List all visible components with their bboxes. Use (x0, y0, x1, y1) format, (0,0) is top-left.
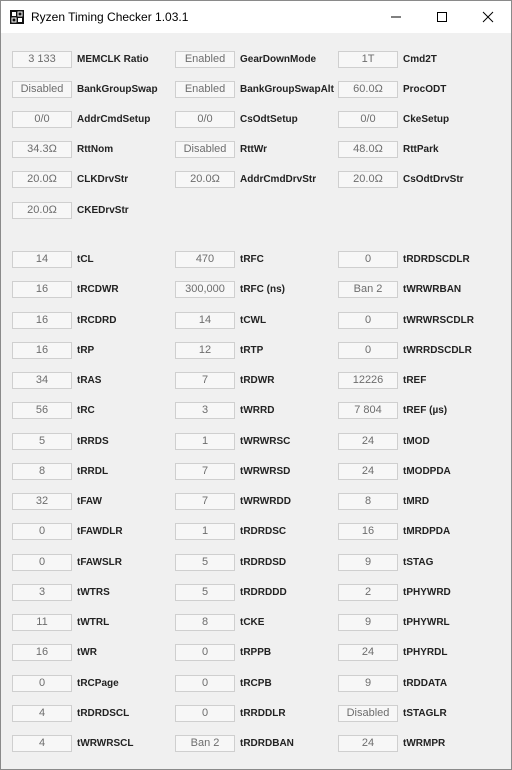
clkdrvstr-value-field[interactable]: 20.0Ω (12, 171, 72, 188)
trdrdsd-label: tRDRDSD (240, 556, 287, 568)
twrwrban-label: tWRWRBAN (403, 284, 462, 296)
cmd2t-value-field[interactable]: 1T (338, 51, 398, 68)
close-icon (482, 11, 494, 23)
tstaglr-label: tSTAGLR (403, 707, 447, 719)
csodtdrvstr-label: CsOdtDrvStr (403, 174, 464, 186)
tras-value-field[interactable]: 34 (12, 372, 72, 389)
twrwrsc-label: tWRWRSC (240, 435, 291, 447)
tcwl-label: tCWL (240, 314, 267, 326)
twrwrscl-label: tWRWRSCL (77, 738, 134, 749)
trcdrd-label: tRCDRD (77, 314, 117, 326)
twrwrban-value-field[interactable]: Ban 2 (338, 281, 398, 298)
tcke-label: tCKE (240, 617, 265, 628)
trrddlr-value-field[interactable]: 0 (175, 705, 235, 722)
bankgroupswap-value-field[interactable]: Disabled (12, 81, 72, 98)
twtrl-value-field[interactable]: 11 (12, 614, 72, 631)
rttnom-label: RttNom (77, 144, 114, 156)
twtrl-label: tWTRL (77, 617, 110, 628)
addrcmddrvstr-label: AddrCmdDrvStr (240, 174, 317, 186)
trtp-label: tRTP (240, 344, 264, 356)
tcl-label: tCL (77, 254, 94, 265)
tphyrdl-value-field[interactable]: 24 (338, 644, 398, 661)
trrddlr-label: tRRDDLR (240, 707, 286, 719)
tfawdlr-label: tFAWDLR (77, 526, 123, 538)
trfc-ns-value-field[interactable]: 300,000 (175, 281, 235, 298)
twrwrscdlr-value-field[interactable]: 0 (338, 312, 398, 329)
tras-label: tRAS (77, 375, 102, 386)
tfaw-label: tFAW (77, 496, 102, 507)
procodt-value-field[interactable]: 60.0Ω (338, 81, 398, 98)
tref-label: tREF (403, 375, 427, 386)
tstaglr-value-field[interactable]: Disabled (338, 705, 398, 722)
clkdrvstr-label: CLKDrvStr (77, 174, 129, 186)
twrwrscdlr-label: tWRWRSCDLR (403, 314, 474, 326)
trdrddd-label: tRDRDDD (240, 586, 287, 598)
trp-value-field[interactable]: 16 (12, 342, 72, 359)
trcpb-label: tRCPB (240, 677, 272, 689)
trdrdsd-value-field[interactable]: 5 (175, 554, 235, 571)
trrdl-value-field[interactable]: 8 (12, 463, 72, 480)
trdrdban-value-field[interactable]: Ban 2 (175, 735, 235, 752)
rttpark-value-field[interactable]: 48.0Ω (338, 141, 398, 158)
trp-label: tRP (77, 344, 95, 356)
tref-s-value-field[interactable]: 7 804 (338, 402, 398, 419)
csodtsetup-value-field[interactable]: 0/0 (175, 111, 235, 128)
trcpage-label: tRCPage (77, 677, 119, 689)
tmrd-label: tMRD (403, 496, 430, 507)
twrwrdd-value-field[interactable]: 7 (175, 493, 235, 510)
csodtdrvstr-value-field[interactable]: 20.0Ω (338, 171, 398, 188)
rttwr-value-field[interactable]: Disabled (175, 141, 235, 158)
geardownmode-label: GearDownMode (240, 54, 317, 65)
bankgroupswapalt-label: BankGroupSwapAlt (240, 84, 334, 96)
tmod-value-field[interactable]: 24 (338, 433, 398, 450)
trppb-value-field[interactable]: 0 (175, 644, 235, 661)
twrrd-label: tWRRD (240, 405, 275, 417)
minimize-icon (390, 11, 402, 23)
minimize-button[interactable] (373, 1, 419, 33)
tfawdlr-value-field[interactable]: 0 (12, 523, 72, 540)
trdrddd-value-field[interactable]: 5 (175, 584, 235, 601)
trdrdban-label: tRDRDBAN (240, 738, 294, 749)
close-button[interactable] (465, 1, 511, 33)
memclk-ratio-label: MEMCLK Ratio (77, 54, 149, 65)
tphywrd-value-field[interactable]: 2 (338, 584, 398, 601)
tmodpda-label: tMODPDA (403, 465, 451, 477)
twr-label: tWR (77, 647, 97, 659)
trrds-value-field[interactable]: 5 (12, 433, 72, 450)
trc-value-field[interactable]: 56 (12, 402, 72, 419)
tphywrl-label: tPHYWRL (403, 617, 450, 628)
trcpage-value-field[interactable]: 0 (12, 675, 72, 692)
tcl-value-field[interactable]: 14 (12, 251, 72, 268)
trrdl-label: tRRDL (77, 465, 109, 477)
twrrdscdlr-label: tWRRDSCDLR (403, 344, 472, 356)
trdrdscdlr-value-field[interactable]: 0 (338, 251, 398, 268)
twtrs-value-field[interactable]: 3 (12, 584, 72, 601)
ckesetup-value-field[interactable]: 0/0 (338, 111, 398, 128)
maximize-button[interactable] (419, 1, 465, 33)
addrcmdsetup-label: AddrCmdSetup (77, 114, 151, 126)
procodt-label: ProcODT (403, 84, 447, 96)
twrwrsc-value-field[interactable]: 1 (175, 433, 235, 450)
rttpark-label: RttPark (403, 144, 439, 156)
maximize-icon (436, 11, 448, 23)
twrmpr-value-field[interactable]: 24 (338, 735, 398, 752)
trfc-ns-label: tRFC (ns) (240, 284, 285, 296)
trc-label: tRC (77, 405, 95, 417)
addrcmdsetup-value-field[interactable]: 0/0 (12, 111, 72, 128)
tphyrdl-label: tPHYRDL (403, 647, 448, 659)
twrwrdd-label: tWRWRDD (240, 496, 291, 507)
trdrdscl-label: tRDRDSCL (77, 707, 130, 719)
twrrd-value-field[interactable]: 3 (175, 402, 235, 419)
trdrdscl-value-field[interactable]: 4 (12, 705, 72, 722)
tcwl-value-field[interactable]: 14 (175, 312, 235, 329)
tfawslr-value-field[interactable]: 0 (12, 554, 72, 571)
bankgroupswap-label: BankGroupSwap (77, 84, 158, 96)
tref-value-field[interactable]: 12226 (338, 372, 398, 389)
tref-s-label: tREF (µs) (403, 405, 448, 417)
tphywrl-value-field[interactable]: 9 (338, 614, 398, 631)
cmd2t-label: Cmd2T (403, 54, 437, 65)
tmod-label: tMOD (403, 435, 430, 447)
tphywrd-label: tPHYWRD (403, 586, 451, 598)
tstag-value-field[interactable]: 9 (338, 554, 398, 571)
window-title: Ryzen Timing Checker 1.03.1 (31, 10, 189, 24)
trcdwr-label: tRCDWR (77, 284, 119, 296)
trrds-label: tRRDS (77, 435, 109, 447)
twr-value-field[interactable]: 16 (12, 644, 72, 661)
ckedrvstr-value-field[interactable]: 20.0Ω (12, 202, 72, 219)
trcdwr-value-field[interactable]: 16 (12, 281, 72, 298)
geardownmode-value-field[interactable]: Enabled (175, 51, 235, 68)
addrcmddrvstr-value-field[interactable]: 20.0Ω (175, 171, 235, 188)
tfaw-value-field[interactable]: 32 (12, 493, 72, 510)
tmrdpda-label: tMRDPDA (403, 526, 451, 538)
trdrdsc-label: tRDRDSC (240, 526, 287, 538)
trdrdscdlr-label: tRDRDSCDLR (403, 254, 470, 265)
title-bar[interactable] (1, 1, 511, 33)
twrwrsd-value-field[interactable]: 7 (175, 463, 235, 480)
trtp-value-field[interactable]: 12 (175, 342, 235, 359)
rttnom-value-field[interactable]: 34.3Ω (12, 141, 72, 158)
ckedrvstr-label: CKEDrvStr (77, 204, 129, 216)
trdwr-label: tRDWR (240, 375, 275, 386)
trdwr-value-field[interactable]: 7 (175, 372, 235, 389)
twrmpr-label: tWRMPR (403, 738, 446, 749)
csodtsetup-label: CsOdtSetup (240, 114, 298, 126)
trfc-label: tRFC (240, 254, 264, 265)
tmrdpda-value-field[interactable]: 16 (338, 523, 398, 540)
trdrdsc-value-field[interactable]: 1 (175, 523, 235, 540)
tfawslr-label: tFAWSLR (77, 556, 122, 568)
trfc-value-field[interactable]: 470 (175, 251, 235, 268)
tcke-value-field[interactable]: 8 (175, 614, 235, 631)
ckesetup-label: CkeSetup (403, 114, 450, 126)
trddata-label: tRDDATA (403, 677, 448, 689)
trddata-value-field[interactable]: 9 (338, 675, 398, 692)
app-grid-icon (10, 10, 24, 24)
twrwrsd-label: tWRWRSD (240, 465, 291, 477)
trcpb-value-field[interactable]: 0 (175, 675, 235, 692)
timings-panel (1, 33, 511, 769)
trppb-label: tRPPB (240, 647, 272, 659)
tmodpda-value-field[interactable]: 24 (338, 463, 398, 480)
tmrd-value-field[interactable]: 8 (338, 493, 398, 510)
memclk-ratio-value-field[interactable]: 3 133 (12, 51, 72, 68)
tstag-label: tSTAG (403, 556, 434, 568)
twtrs-label: tWTRS (77, 586, 110, 598)
rttwr-label: RttWr (240, 144, 268, 156)
trcdrd-value-field[interactable]: 16 (12, 312, 72, 329)
bankgroupswapalt-value-field[interactable]: Enabled (175, 81, 235, 98)
twrwrscl-value-field[interactable]: 4 (12, 735, 72, 752)
twrrdscdlr-value-field[interactable]: 0 (338, 342, 398, 359)
